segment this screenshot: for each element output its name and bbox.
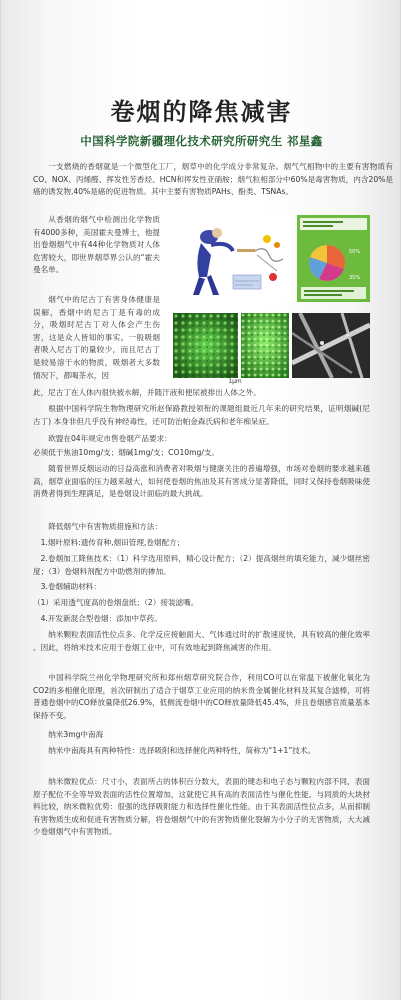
cas-collab-paragraph: 中国科学院兰州化学物理研究所和郑州烟草研究院合作，利用CO可以在常温下被催化氧化为CO2的多相催化原理，首次研制出了适合于烟草工业应用的纳米贵金属催化材料及其复合滤棒，可将普通卷烟中的CO释放量降低26.9%，低侧流卷烟中的CO释放量降低45.4%，并且卷烟感官质量基本保持不变。 — [33, 673, 370, 720]
measure-4: 4.开发新混合型卷烟：添加中草药。 — [40, 614, 162, 623]
chart-label-1: 50% — [349, 249, 361, 255]
measure-3-detail: （1）采用透气度高的卷烟盘纸；（2）接装滤嘴。 — [33, 598, 199, 607]
smoking-diagram — [173, 215, 291, 302]
nano-dual-paragraph: 纳米中南海具有两种特性：选择吸附和选择催化两种特性，简称为“1+1”技术。 — [48, 746, 316, 755]
measures-heading: 降低烟气中有害物质措施和方法： — [48, 522, 163, 531]
nano-advantage-paragraph: 纳米微粒优点：尺寸小，表面所占的体积百分数大，表面的键态和电子态与颗粒内部不同，表面原子配位不全等导致表面的活性位置增加，这就使它具有高的表面活性与催化性能。与同质的大块材料比较，纳米微粒优势：很强的选择吸附能力和选择性催化性能。由于其表面活性位点多，从而抑制有害物质生成和促进有害物质分解，将卷烟烟气中的有害物质催化裂解为小分子的无害物质，大大减少卷烟烟气中有害物质。 — [33, 777, 370, 837]
micrograph-green-1 — [173, 313, 238, 378]
hoffmann-paragraph: 从香烟的烟气中检测出化学物质有4000多种，美国霍夫曼博士，他提出卷烟烟气中有44种化学物质对人体危害较大，即世界烟草界公认的“霍夫曼名单。 — [33, 215, 160, 275]
page-title: 卷烟的降焦减害 — [110, 97, 293, 126]
author-line: 中国科学院新疆理化技术研究所研究生 祁星鑫 — [80, 134, 323, 148]
measure-3: 3.卷烟辅助材料： — [40, 582, 101, 591]
micrograph-green-2 — [241, 313, 289, 378]
nano-catalysis-paragraph: 纳米颗粒表面活性位点多、化学反应接触面大、气体通过时的扩散速度快，具有较高的催化效率 。因此，将纳米技术应用于卷烟工业中，可有效地起到降焦减害的作用。 — [33, 630, 370, 652]
micrograph-fibers — [292, 313, 370, 378]
harm-chart — [297, 215, 370, 302]
research-paragraph: 根据中国科学院生物物理研究所赵保路教授领衔的课题组最近几年来的研究结果，证明烟碱(尼古丁) 本身非但几乎没有神经毒性，还可防治帕金森氏病和老年痴呆症。 — [33, 404, 370, 426]
scale-bar-label: 1μm — [228, 378, 242, 385]
eu-rule-limits: 必须低于焦油10mg/支；烟碱1mg/支；CO10mg/支。 — [33, 448, 220, 457]
measure-1: 1.烟叶原料:遗传育种,烟田管理,卷烟配方； — [40, 538, 185, 547]
challenge-paragraph: 随着世界反烟运动的日益高涨和消费者对吸烟与健康关注的普遍增强，市场对卷烟的要求越来越高，烟草业面临的压力越来越大，如何使卷烟的焦油及其有害成分显著降低，同时又保持卷烟吸味使消费者得到生理满足，是卷烟设计面临的最大挑战。 — [33, 464, 370, 499]
eu-rule-heading: 欧盟在04年规定市售卷烟产品要求： — [48, 434, 172, 443]
nano-3mg-heading: 纳米3mg中南海 — [48, 730, 104, 739]
chart-label-2: 35% — [349, 275, 361, 281]
intro-paragraph: 一支燃烧的香烟就是一个微型化工厂，烟草中的化学成分非常复杂。烟气气相物中的主要有害物质有CO、NOX、丙烯醛、挥发性芳香烃、HCN和挥发性亚硝胺；烟气粒相部分中60%是毒害物质，内含20%是癌的诱发物,40%是癌的促进物质。其中主要有害物质PAHs、酚类、TSNAs。 — [33, 162, 393, 197]
nicotine-paragraph-cont: 此，尼古丁在人体内很快被水解，并随汗液和便尿被排出人体之外。 — [33, 388, 261, 397]
nicotine-paragraph: 烟气中的尼古丁有害身体健康是误解，香烟中的尼古丁是有毒的成分，吸烟时尼古丁对人体会产生伤害，这是众人皆知的事实。一般吸烟者吸入尼古丁的量较少，而且尼古丁是较易溶于水的物质，吸烟者大多数情况下，都喝茶水，因 — [33, 295, 160, 380]
measure-2: 2.卷烟加工降焦技术：（1）科学选用原料，精心设计配方；（2）提高烟丝的填充能力，减少烟丝密度；（3）卷烟料剂配方中助燃剂的掺加。 — [33, 554, 370, 576]
